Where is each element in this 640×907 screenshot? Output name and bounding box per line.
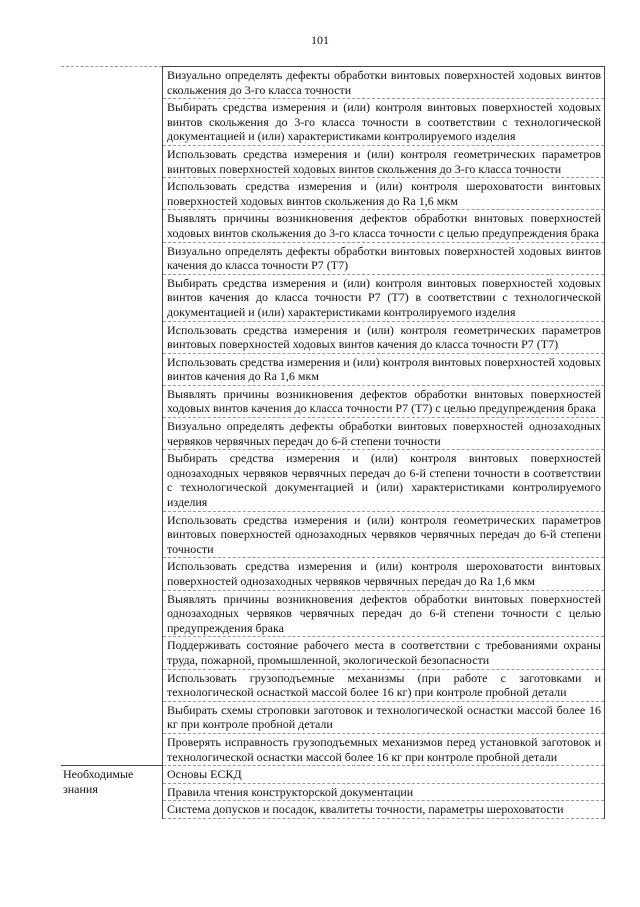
skill-item: Проверять исправность грузоподъемных механизмов перед установкой заготовок и технологической оснастки массой более 16 кг при контроле пробной детали: [163, 733, 605, 765]
knowledge-item: Система допусков и посадок, квалитеты точности, параметры шероховатости: [163, 801, 605, 819]
skill-item: Использовать средства измерения и (или) контроля шероховатости винтовых поверхностей однозаходных червяков червячных передач до Ra 1,6 мкм: [163, 558, 605, 590]
skill-item: Выбирать средства измерения и (или) контроля винтовых поверхностей однозаходных червяков червячных передач до 6-й степени точности в соответствии с технологической документацией и (или) характеристиками контролируемого изделия: [163, 450, 605, 511]
skill-item: Использовать средства измерения и (или) контроля шероховатости винтовых поверхностей ходовых винтов скольжения до Ra 1,6 мкм: [163, 178, 605, 210]
requirements-table: [61, 66, 605, 819]
skill-item: Выбирать средства измерения и (или) контроля винтовых поверхностей ходовых винтов качения до класса точности Р7 (Т7) в соответствии с технологической документацией и (или) характеристиками контролируемого изделия: [163, 274, 605, 321]
skill-item: Использовать средства измерения и (или) контроля геометрических параметров винтовых поверхностей ходовых винтов скольжения до 3-го класса точности: [163, 145, 605, 177]
skill-item: Выявлять причины возникновения дефектов обработки винтовых поверхностей ходовых винтов качения до класса точности Р7 (Т7) с целью предупреждения брака: [163, 385, 605, 417]
skill-item: Визуально определять дефекты обработки винтовых поверхностей ходовых винтов качения до класса точности Р7 (Т7): [163, 242, 605, 274]
table-row: [61, 766, 605, 784]
page-number: 101: [311, 33, 329, 47]
skill-item: Выявлять причины возникновения дефектов обработки винтовых поверхностей ходовых винтов скольжения до 3-го класса точности с целью предупреждения брака: [163, 210, 605, 242]
skill-item: Использовать грузоподъемные механизмы (при работе с заготовками и технологической оснасткой массой более 16 кг) при контроле пробной детали: [163, 669, 605, 701]
knowledge-label: Необходимые знания: [61, 766, 163, 819]
skill-item: Визуально определять дефекты обработки винтовых поверхностей однозаходных червяков червячных передач до 6-й степени точности: [163, 418, 605, 450]
skill-item: Выбирать средства измерения и (или) контроля винтовых поверхностей ходовых винтов скольжения до 3-го класса точности в соответствии с технологической документацией и (или) характеристиками контролируемого изделия: [163, 99, 605, 146]
skill-item: Поддерживать состояние рабочего места в соответствии с требованиями охраны труда, пожарной, промышленной, экологической безопасности: [163, 637, 605, 669]
skill-item: Использовать средства измерения и (или) контроля винтовых поверхностей ходовых винтов качения до Ra 1,6 мкм: [163, 353, 605, 385]
skill-item: Использовать средства измерения и (или) контроля геометрических параметров винтовых поверхностей однозаходных червяков червячных передач до 6-й степени точности: [163, 511, 605, 558]
table-row: [61, 67, 605, 99]
knowledge-item: Основы ЕСКД: [163, 766, 605, 784]
skill-item: Использовать средства измерения и (или) контроля геометрических параметров винтовых поверхностей ходовых винтов качения до класса точности Р7 (Т7): [163, 321, 605, 353]
skill-item: Визуально определять дефекты обработки винтовых поверхностей ходовых винтов скольжения до 3-го класса точности: [163, 67, 605, 99]
skill-item: Выбирать схемы строповки заготовок и технологической оснастки массой более 16 кг при контроле пробной детали: [163, 701, 605, 733]
skill-item: Выявлять причины возникновения дефектов обработки винтовых поверхностей однозаходных червяков червячных передач до 6-й степени точности с целью предупреждения брака: [163, 590, 605, 637]
knowledge-item: Правила чтения конструкторской документации: [163, 783, 605, 801]
skills-label-cell: [61, 67, 163, 766]
